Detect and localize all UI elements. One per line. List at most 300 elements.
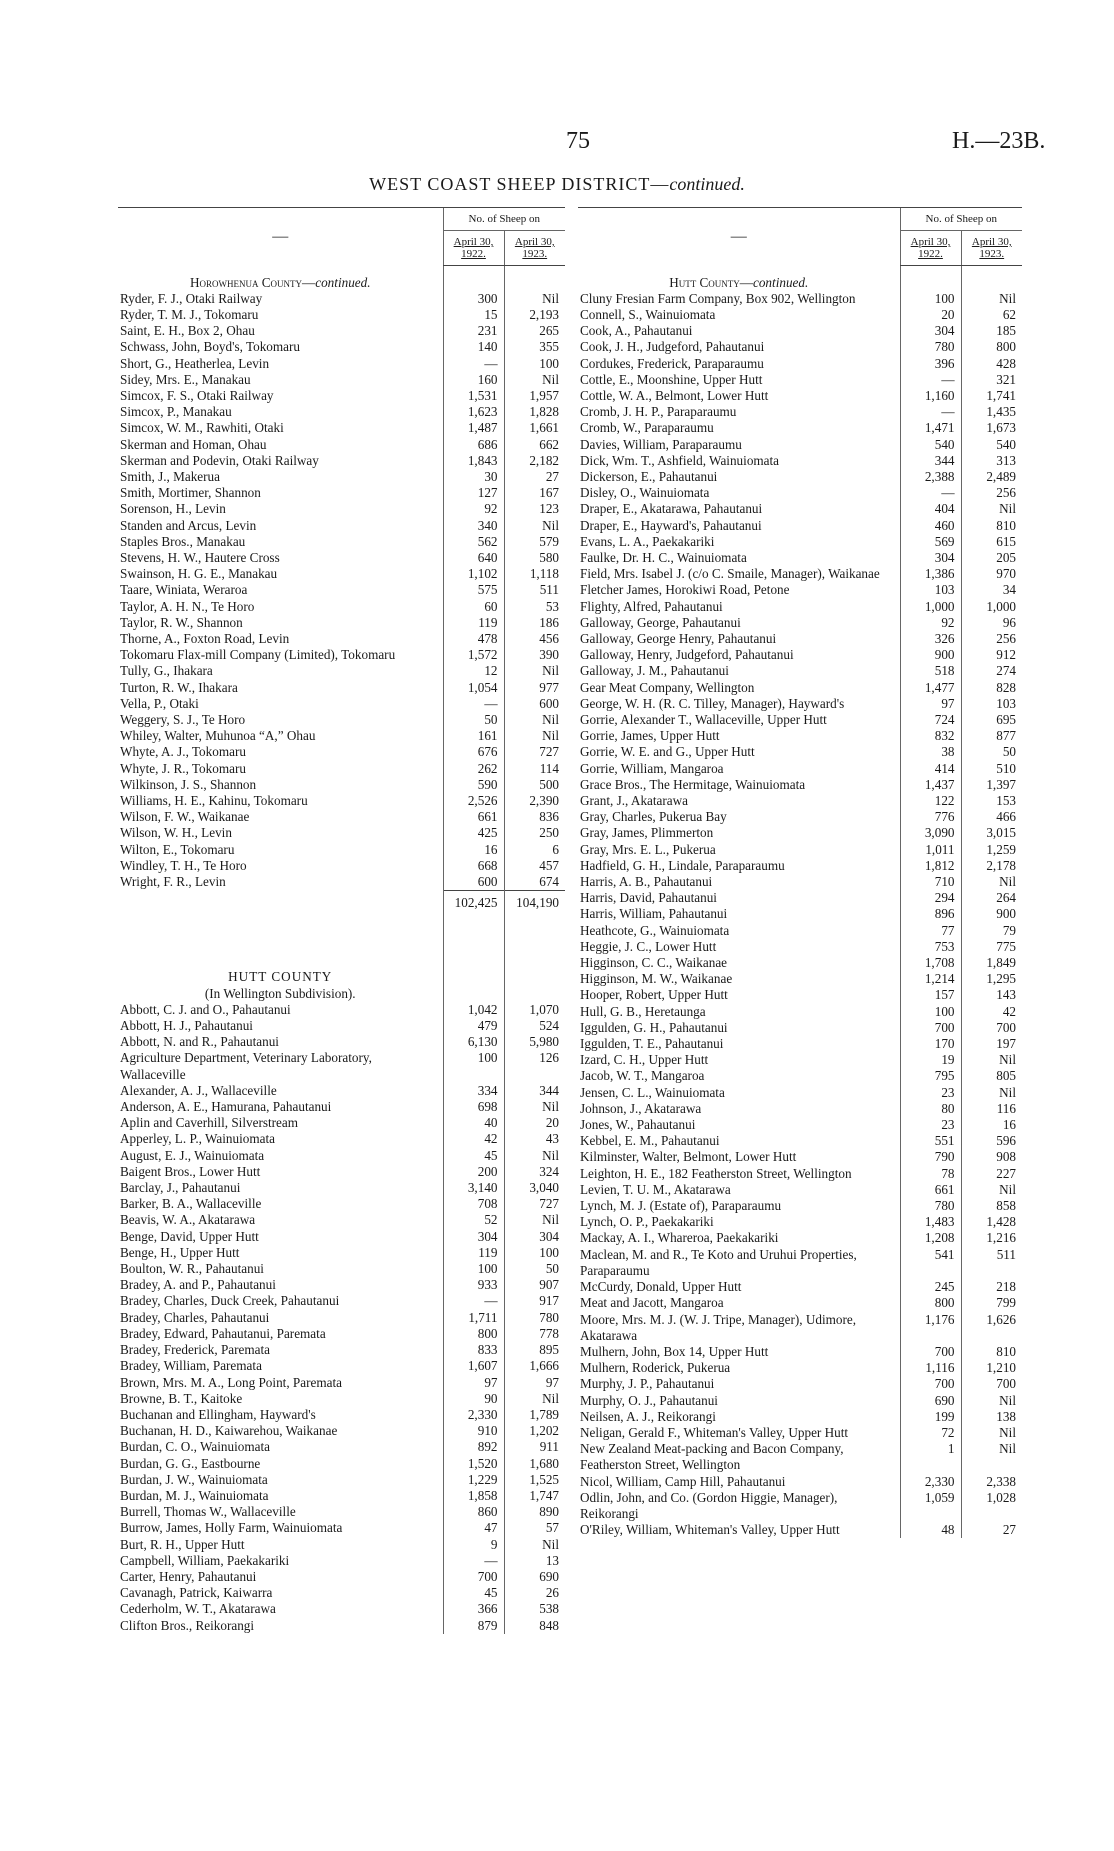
table-row <box>578 680 1022 696</box>
owner-name: Stevens, H. W., Hautere Cross <box>120 549 280 565</box>
sheep-1922: — <box>900 485 961 501</box>
table-row <box>578 1020 1022 1036</box>
right-sheep-table <box>578 207 1022 1538</box>
owner-name: Burt, R. H., Upper Hutt <box>120 1536 245 1552</box>
sheep-1922: 340 <box>443 518 504 534</box>
owner-name: Gear Meat Company, Wellington <box>580 679 755 695</box>
sheep-1923: 264 <box>961 890 1022 906</box>
owner-name: Brown, Mrs. M. A., Long Point, Paremata <box>120 1374 342 1390</box>
sheep-1922: 97 <box>443 1375 504 1391</box>
owner-name: Burdan, M. J., Wainuiomata <box>120 1487 269 1503</box>
owner-name: Cavanagh, Patrick, Kaiwarra <box>120 1585 273 1601</box>
sheep-1922: 1 <box>900 1441 961 1473</box>
sheep-1922: 700 <box>443 1569 504 1585</box>
owner-name: George, W. H. (R. C. Tilley, Manager), Hayward's <box>580 695 845 711</box>
col-1923-header: April 30, 1923. <box>961 231 1022 266</box>
sheep-1923: 596 <box>961 1133 1022 1149</box>
name-column-header: — <box>118 208 443 266</box>
owner-name: Kilminster, Walter, Belmont, Lower Hutt <box>580 1149 797 1165</box>
owner-name: Evans, L. A., Paekakariki <box>580 533 715 549</box>
sheep-1922: — <box>443 1293 504 1309</box>
table-row <box>578 874 1022 890</box>
owner-name: Harris, William, Pahautanui <box>580 906 728 922</box>
table-row <box>118 761 565 777</box>
owner-name: Cromb, J. H. P., Paraparaumu <box>580 404 737 420</box>
sheep-1923: Nil <box>504 518 565 534</box>
table-row <box>118 420 565 436</box>
sheep-1922: 590 <box>443 777 504 793</box>
table-row <box>578 890 1022 906</box>
sheep-1922: 478 <box>443 631 504 647</box>
owner-name: Mackay, A. I., Whareroa, Paekakariki <box>580 1230 779 1246</box>
owner-name: Carter, Henry, Pahautanui <box>120 1568 257 1584</box>
table-row <box>578 1279 1022 1295</box>
sheep-1923: 114 <box>504 761 565 777</box>
owner-name: Gray, Charles, Pukerua Bay <box>580 809 727 825</box>
owner-name: Taylor, A. H. N., Te Horo <box>120 598 255 614</box>
total-1922: 102,425 <box>443 891 504 916</box>
sheep-1922: 103 <box>900 582 961 598</box>
table-row <box>578 534 1022 550</box>
owner-name: Burrow, James, Holly Farm, Wainuiomata <box>120 1520 343 1536</box>
table-row <box>578 1490 1022 1522</box>
table-row <box>578 1295 1022 1311</box>
table-row <box>578 728 1022 744</box>
table-row <box>578 550 1022 566</box>
sheep-1923: 185 <box>961 323 1022 339</box>
owner-name: Windley, T. H., Te Horo <box>120 857 247 873</box>
owner-name: Gorrie, W. E. and G., Upper Hutt <box>580 744 755 760</box>
table-row <box>118 307 565 323</box>
sheep-1923: 97 <box>504 1375 565 1391</box>
table-row <box>118 1261 565 1277</box>
table-row <box>578 1441 1022 1473</box>
sheep-1923: 3,015 <box>961 825 1022 841</box>
sheep-1923: 256 <box>961 631 1022 647</box>
owner-name: Wilkinson, J. S., Shannon <box>120 776 257 792</box>
sheep-1923: 197 <box>961 1036 1022 1052</box>
sheep-1922: 170 <box>900 1036 961 1052</box>
sheep-1922: 40 <box>443 1115 504 1131</box>
sheep-1923: Nil <box>961 291 1022 307</box>
table-row <box>578 582 1022 598</box>
owner-name: Cordukes, Frederick, Paraparaumu <box>580 355 764 371</box>
sheep-1922: 100 <box>900 1004 961 1020</box>
table-row <box>578 825 1022 841</box>
sheep-1923: Nil <box>504 1391 565 1407</box>
owner-name: Thorne, A., Foxton Road, Levin <box>120 630 290 646</box>
sheep-1922: 200 <box>443 1164 504 1180</box>
sheep-1922: 2,526 <box>443 793 504 809</box>
owner-name: Williams, H. E., Kahinu, Tokomaru <box>120 793 308 808</box>
sheep-1923: 2,182 <box>504 453 565 469</box>
owner-name: Maclean, M. and R., Te Koto and Uruhui Properties, Paraparaumu <box>580 1246 857 1278</box>
sheep-1922: 161 <box>443 728 504 744</box>
owner-name: Turton, R. W., Ihakara <box>120 679 238 695</box>
sheep-1923: 1,673 <box>961 420 1022 436</box>
sheep-1923: Nil <box>504 728 565 744</box>
table-row <box>118 858 565 874</box>
sheep-1922: 661 <box>900 1182 961 1198</box>
table-row <box>578 1214 1022 1230</box>
sheep-1923: 390 <box>504 647 565 663</box>
sheep-1922: 231 <box>443 323 504 339</box>
sheep-1922: 92 <box>443 501 504 517</box>
sheep-1922: — <box>443 1553 504 1569</box>
sheep-1922: 326 <box>900 631 961 647</box>
sheep-1922: 157 <box>900 987 961 1003</box>
sheep-1923: 700 <box>961 1376 1022 1392</box>
sheep-1922: 160 <box>443 372 504 388</box>
owner-name: Lynch, M. J. (Estate of), Paraparaumu <box>580 1198 782 1214</box>
owner-name: Draper, E., Akatarawa, Pahautanui <box>580 501 763 517</box>
sheep-1923: 900 <box>961 906 1022 922</box>
owner-name: Sorenson, H., Levin <box>120 501 226 517</box>
sheep-1923: Nil <box>961 1052 1022 1068</box>
sheep-1923: 205 <box>961 550 1022 566</box>
sheep-1922: 698 <box>443 1099 504 1115</box>
sheep-1923: 324 <box>504 1164 565 1180</box>
table-row <box>118 582 565 598</box>
table-row <box>578 777 1022 793</box>
table-row <box>578 501 1022 517</box>
sheep-1922: 262 <box>443 761 504 777</box>
table-row <box>118 1585 565 1601</box>
owner-name: Taare, Winiata, Weraroa <box>120 582 248 598</box>
table-row <box>118 874 565 891</box>
sheep-1923: Nil <box>504 1099 565 1115</box>
sheep-1922: 800 <box>900 1295 961 1311</box>
table-row <box>118 1537 565 1553</box>
sheep-1923: 1,828 <box>504 404 565 420</box>
sheep-1922: 72 <box>900 1425 961 1441</box>
owner-name: Mulhern, Roderick, Pukerua <box>580 1360 731 1376</box>
owner-name: Skerman and Podevin, Otaki Railway <box>120 452 319 468</box>
sheep-1923: Nil <box>504 372 565 388</box>
sheep-1923: 917 <box>504 1293 565 1309</box>
sheep-1923: 227 <box>961 1166 1022 1182</box>
sheep-1923: 510 <box>961 761 1022 777</box>
sheep-1922: 1,483 <box>900 1214 961 1230</box>
table-row <box>578 420 1022 436</box>
owner-name: Bradey, Frederick, Paremata <box>120 1342 271 1358</box>
sheep-1922: 910 <box>443 1423 504 1439</box>
sheep-1923: 799 <box>961 1295 1022 1311</box>
sheep-1922: 900 <box>900 647 961 663</box>
sheep-1923: Nil <box>961 1085 1022 1101</box>
table-row <box>578 1230 1022 1246</box>
sheep-1923: 970 <box>961 566 1022 582</box>
sheep-1922: 686 <box>443 437 504 453</box>
owner-name: Galloway, Henry, Judgeford, Pahautanui <box>580 647 794 663</box>
sheep-1922: 600 <box>443 874 504 891</box>
sheep-1923: 1,741 <box>961 388 1022 404</box>
owner-name: Alexander, A. J., Wallaceville <box>120 1082 277 1098</box>
sheep-1922: 1,607 <box>443 1358 504 1374</box>
table-row <box>578 599 1022 615</box>
owner-name: Connell, S., Wainuiomata <box>580 306 716 322</box>
owner-name: Burdan, G. G., Eastbourne <box>120 1455 261 1471</box>
table-row <box>118 1553 565 1569</box>
sheep-1922: 9 <box>443 1537 504 1553</box>
sheep-1923: 5,980 <box>504 1034 565 1050</box>
sheep-1923: 1,626 <box>961 1312 1022 1344</box>
sheep-1923: 780 <box>504 1310 565 1326</box>
owner-name: Higginson, M. W., Waikanae <box>580 971 733 987</box>
table-row <box>118 663 565 679</box>
owner-name: Burrell, Thomas W., Wallaceville <box>120 1504 296 1520</box>
name-column-header: — <box>578 208 900 266</box>
sheep-1922: 690 <box>900 1393 961 1409</box>
sheep-1923: 265 <box>504 323 565 339</box>
sheep-1923: 100 <box>504 1245 565 1261</box>
table-row <box>578 469 1022 485</box>
sheep-1922: 16 <box>443 842 504 858</box>
table-row <box>578 842 1022 858</box>
sheep-1922: 2,388 <box>900 469 961 485</box>
sheep-1923: 662 <box>504 437 565 453</box>
table-row <box>118 566 565 582</box>
sheep-1923: 79 <box>961 923 1022 939</box>
sheep-1923: 313 <box>961 453 1022 469</box>
sheep-1923: 1,202 <box>504 1423 565 1439</box>
table-row <box>118 1245 565 1261</box>
sheep-1922: 933 <box>443 1277 504 1293</box>
table-row <box>118 809 565 825</box>
sheep-1922: 1,487 <box>443 420 504 436</box>
sheep-1923: 615 <box>961 534 1022 550</box>
table-row <box>578 1166 1022 1182</box>
sheep-1922: 676 <box>443 744 504 760</box>
table-row <box>578 712 1022 728</box>
table-row <box>118 1456 565 1472</box>
sheep-1923: 100 <box>504 356 565 372</box>
sheep-1923: 877 <box>961 728 1022 744</box>
owner-name: Bradey, Charles, Duck Creek, Pahautanui <box>120 1293 340 1309</box>
table-row <box>118 1050 565 1082</box>
table-row <box>118 372 565 388</box>
sheep-1922: 425 <box>443 825 504 841</box>
owner-name: Standen and Arcus, Levin <box>120 517 257 533</box>
sheep-1922: 896 <box>900 906 961 922</box>
table-row <box>118 793 565 809</box>
sheep-1922: 52 <box>443 1212 504 1228</box>
owner-name: Davies, William, Paraparaumu <box>580 436 742 452</box>
sheep-1923: 828 <box>961 680 1022 696</box>
sheep-1923: 27 <box>961 1522 1022 1538</box>
table-row <box>578 971 1022 987</box>
sheep-1923: 1,680 <box>504 1456 565 1472</box>
table-row <box>578 1101 1022 1117</box>
table-row <box>578 744 1022 760</box>
owner-name: Barker, B. A., Wallaceville <box>120 1196 262 1212</box>
table-row <box>578 1360 1022 1376</box>
table-row <box>118 339 565 355</box>
sheep-1922: 45 <box>443 1585 504 1601</box>
owner-name: Heggie, J. C., Lower Hutt <box>580 938 717 954</box>
owner-name: Dickerson, E., Pahautanui <box>580 468 718 484</box>
table-row <box>578 323 1022 339</box>
table-row <box>118 1229 565 1245</box>
sheep-1922: 2,330 <box>900 1474 961 1490</box>
sheep-1922: 833 <box>443 1342 504 1358</box>
sheep-1922: 100 <box>443 1261 504 1277</box>
sheep-1922: 1,477 <box>900 680 961 696</box>
sheep-1923: 2,178 <box>961 858 1022 874</box>
sheep-1923: 1,435 <box>961 404 1022 420</box>
owner-name: Hooper, Robert, Upper Hutt <box>580 987 728 1003</box>
col-1922-header: April 30, 1922. <box>900 231 961 266</box>
sheep-1922: 304 <box>443 1229 504 1245</box>
sheep-1922: 199 <box>900 1409 961 1425</box>
sheep-1923: 775 <box>961 939 1022 955</box>
owner-name: Ryder, F. J., Otaki Railway <box>120 290 263 306</box>
owner-name: Dick, Wm. T., Ashfield, Wainuiomata <box>580 452 780 468</box>
sheep-1922: 127 <box>443 485 504 501</box>
table-row <box>118 1131 565 1147</box>
table-row <box>578 356 1022 372</box>
table-row <box>578 518 1022 534</box>
owner-name: Levien, T. U. M., Akatarawa <box>580 1181 731 1197</box>
table-row <box>578 793 1022 809</box>
sheep-1922: 122 <box>900 793 961 809</box>
owner-name: Benge, David, Upper Hutt <box>120 1228 259 1244</box>
sheep-1923: 62 <box>961 307 1022 323</box>
table-row <box>578 1133 1022 1149</box>
sheep-1923: 34 <box>961 582 1022 598</box>
sheep-1922: 6,130 <box>443 1034 504 1050</box>
sheep-1922: 60 <box>443 599 504 615</box>
sheep-1923: 1,295 <box>961 971 1022 987</box>
table-row <box>578 404 1022 420</box>
sheep-1922: 1,102 <box>443 566 504 582</box>
sheep-1922: 3,140 <box>443 1180 504 1196</box>
owner-name: Bradey, A. and P., Pahautanui <box>120 1277 276 1293</box>
sheep-1923: 457 <box>504 858 565 874</box>
table-row <box>578 1182 1022 1198</box>
sheep-1923: 810 <box>961 1344 1022 1360</box>
owner-name: Apperley, L. P., Wainuiomata <box>120 1131 275 1147</box>
sheep-1922: 404 <box>900 501 961 517</box>
owner-name: Browne, B. T., Kaitoke <box>120 1390 243 1406</box>
owner-name: Lynch, O. P., Paekakariki <box>580 1214 714 1230</box>
sheep-1923: 50 <box>961 744 1022 760</box>
owner-name: Faulke, Dr. H. C., Wainuiomata <box>580 549 747 565</box>
table-row <box>118 1083 565 1099</box>
owner-name: Murphy, O. J., Pahautanui <box>580 1392 718 1408</box>
owner-name: Draper, E., Hayward's, Pahautanui <box>580 517 762 533</box>
table-row <box>118 1180 565 1196</box>
table-row <box>118 631 565 647</box>
sheep-1923: 20 <box>504 1115 565 1131</box>
sheep-1923: 1,070 <box>504 1002 565 1018</box>
owner-name: Whiley, Walter, Muhunoa “A,” Ohau <box>120 728 316 744</box>
owner-name: Swainson, H. G. E., Manakau <box>120 566 278 582</box>
sheep-1923: 690 <box>504 1569 565 1585</box>
sheep-1923: 123 <box>504 501 565 517</box>
owner-name: Buchanan and Ellingham, Hayward's <box>120 1406 316 1422</box>
sheep-1922: 344 <box>900 453 961 469</box>
table-row <box>578 372 1022 388</box>
sheep-1922: 42 <box>443 1131 504 1147</box>
table-row <box>118 696 565 712</box>
sheep-1923: 600 <box>504 696 565 712</box>
table-row <box>578 809 1022 825</box>
owner-name: Fletcher James, Horokiwi Road, Petone <box>580 582 790 598</box>
sheep-1923: 695 <box>961 712 1022 728</box>
table-row <box>578 923 1022 939</box>
sheep-1922: 724 <box>900 712 961 728</box>
table-row <box>118 1472 565 1488</box>
owner-name: Tully, G., Ihakara <box>120 663 213 679</box>
table-row <box>118 599 565 615</box>
owner-name: Staples Bros., Manakau <box>120 533 246 549</box>
col-1923-header: April 30, 1923. <box>504 231 565 266</box>
sheep-1923: 580 <box>504 550 565 566</box>
owner-name: Bradey, William, Paremata <box>120 1358 262 1374</box>
sheep-1923: Nil <box>504 1212 565 1228</box>
table-row <box>118 1148 565 1164</box>
table-row <box>118 1164 565 1180</box>
sheep-1922: 48 <box>900 1522 961 1538</box>
sheep-1923: 912 <box>961 647 1022 663</box>
sheep-1922: 892 <box>443 1439 504 1455</box>
owner-name: Wilton, E., Tokomaru <box>120 841 235 857</box>
owner-name: Meat and Jacott, Mangaroa <box>580 1295 724 1311</box>
owner-name: Iggulden, T. E., Pahautanui <box>580 1036 724 1052</box>
sheep-1922: 668 <box>443 858 504 874</box>
sheep-1922: 1,042 <box>443 1002 504 1018</box>
sheep-1922: 551 <box>900 1133 961 1149</box>
owner-name: Grace Bros., The Hermitage, Wainuiomata <box>580 776 806 792</box>
sheep-1923: 1,397 <box>961 777 1022 793</box>
owner-name: Skerman and Homan, Ohau <box>120 436 267 452</box>
table-row <box>118 1423 565 1439</box>
sheep-1922: 396 <box>900 356 961 372</box>
owner-name: Bradey, Charles, Pahautanui <box>120 1309 270 1325</box>
table-row <box>578 631 1022 647</box>
table-row <box>118 404 565 420</box>
sheep-1922: — <box>900 404 961 420</box>
owner-name: Ryder, T. M. J., Tokomaru <box>120 306 259 322</box>
table-row <box>578 1198 1022 1214</box>
col-1922-header: April 30, 1922. <box>443 231 504 266</box>
table-row <box>578 453 1022 469</box>
table-row <box>118 728 565 744</box>
sheep-1923: 57 <box>504 1520 565 1536</box>
sheep-1923: 116 <box>961 1101 1022 1117</box>
owner-name: Jones, W., Pahautanui <box>580 1117 696 1133</box>
table-row <box>118 291 565 307</box>
sheep-1922: 2,330 <box>443 1407 504 1423</box>
sheep-1922: 100 <box>900 291 961 307</box>
sheep-1922: 1,000 <box>900 599 961 615</box>
sheep-1922: 479 <box>443 1018 504 1034</box>
sheep-1923: 858 <box>961 1198 1022 1214</box>
owner-name: Neilsen, A. J., Reikorangi <box>580 1408 716 1424</box>
owner-name: Sidey, Mrs. E., Manakau <box>120 371 251 387</box>
sheep-1923: Nil <box>961 501 1022 517</box>
sheep-1923: 153 <box>961 793 1022 809</box>
owner-name: Weggery, S. J., Te Horo <box>120 711 246 727</box>
sheep-1923: Nil <box>504 1537 565 1553</box>
owner-name: Leighton, H. E., 182 Featherston Street, Wellington <box>580 1165 852 1181</box>
owner-name: Cook, J. H., Judgeford, Pahautanui <box>580 339 765 355</box>
sheep-1922: 23 <box>900 1117 961 1133</box>
sheep-1923: 1,666 <box>504 1358 565 1374</box>
table-row <box>578 615 1022 631</box>
sheep-1923: 456 <box>504 631 565 647</box>
